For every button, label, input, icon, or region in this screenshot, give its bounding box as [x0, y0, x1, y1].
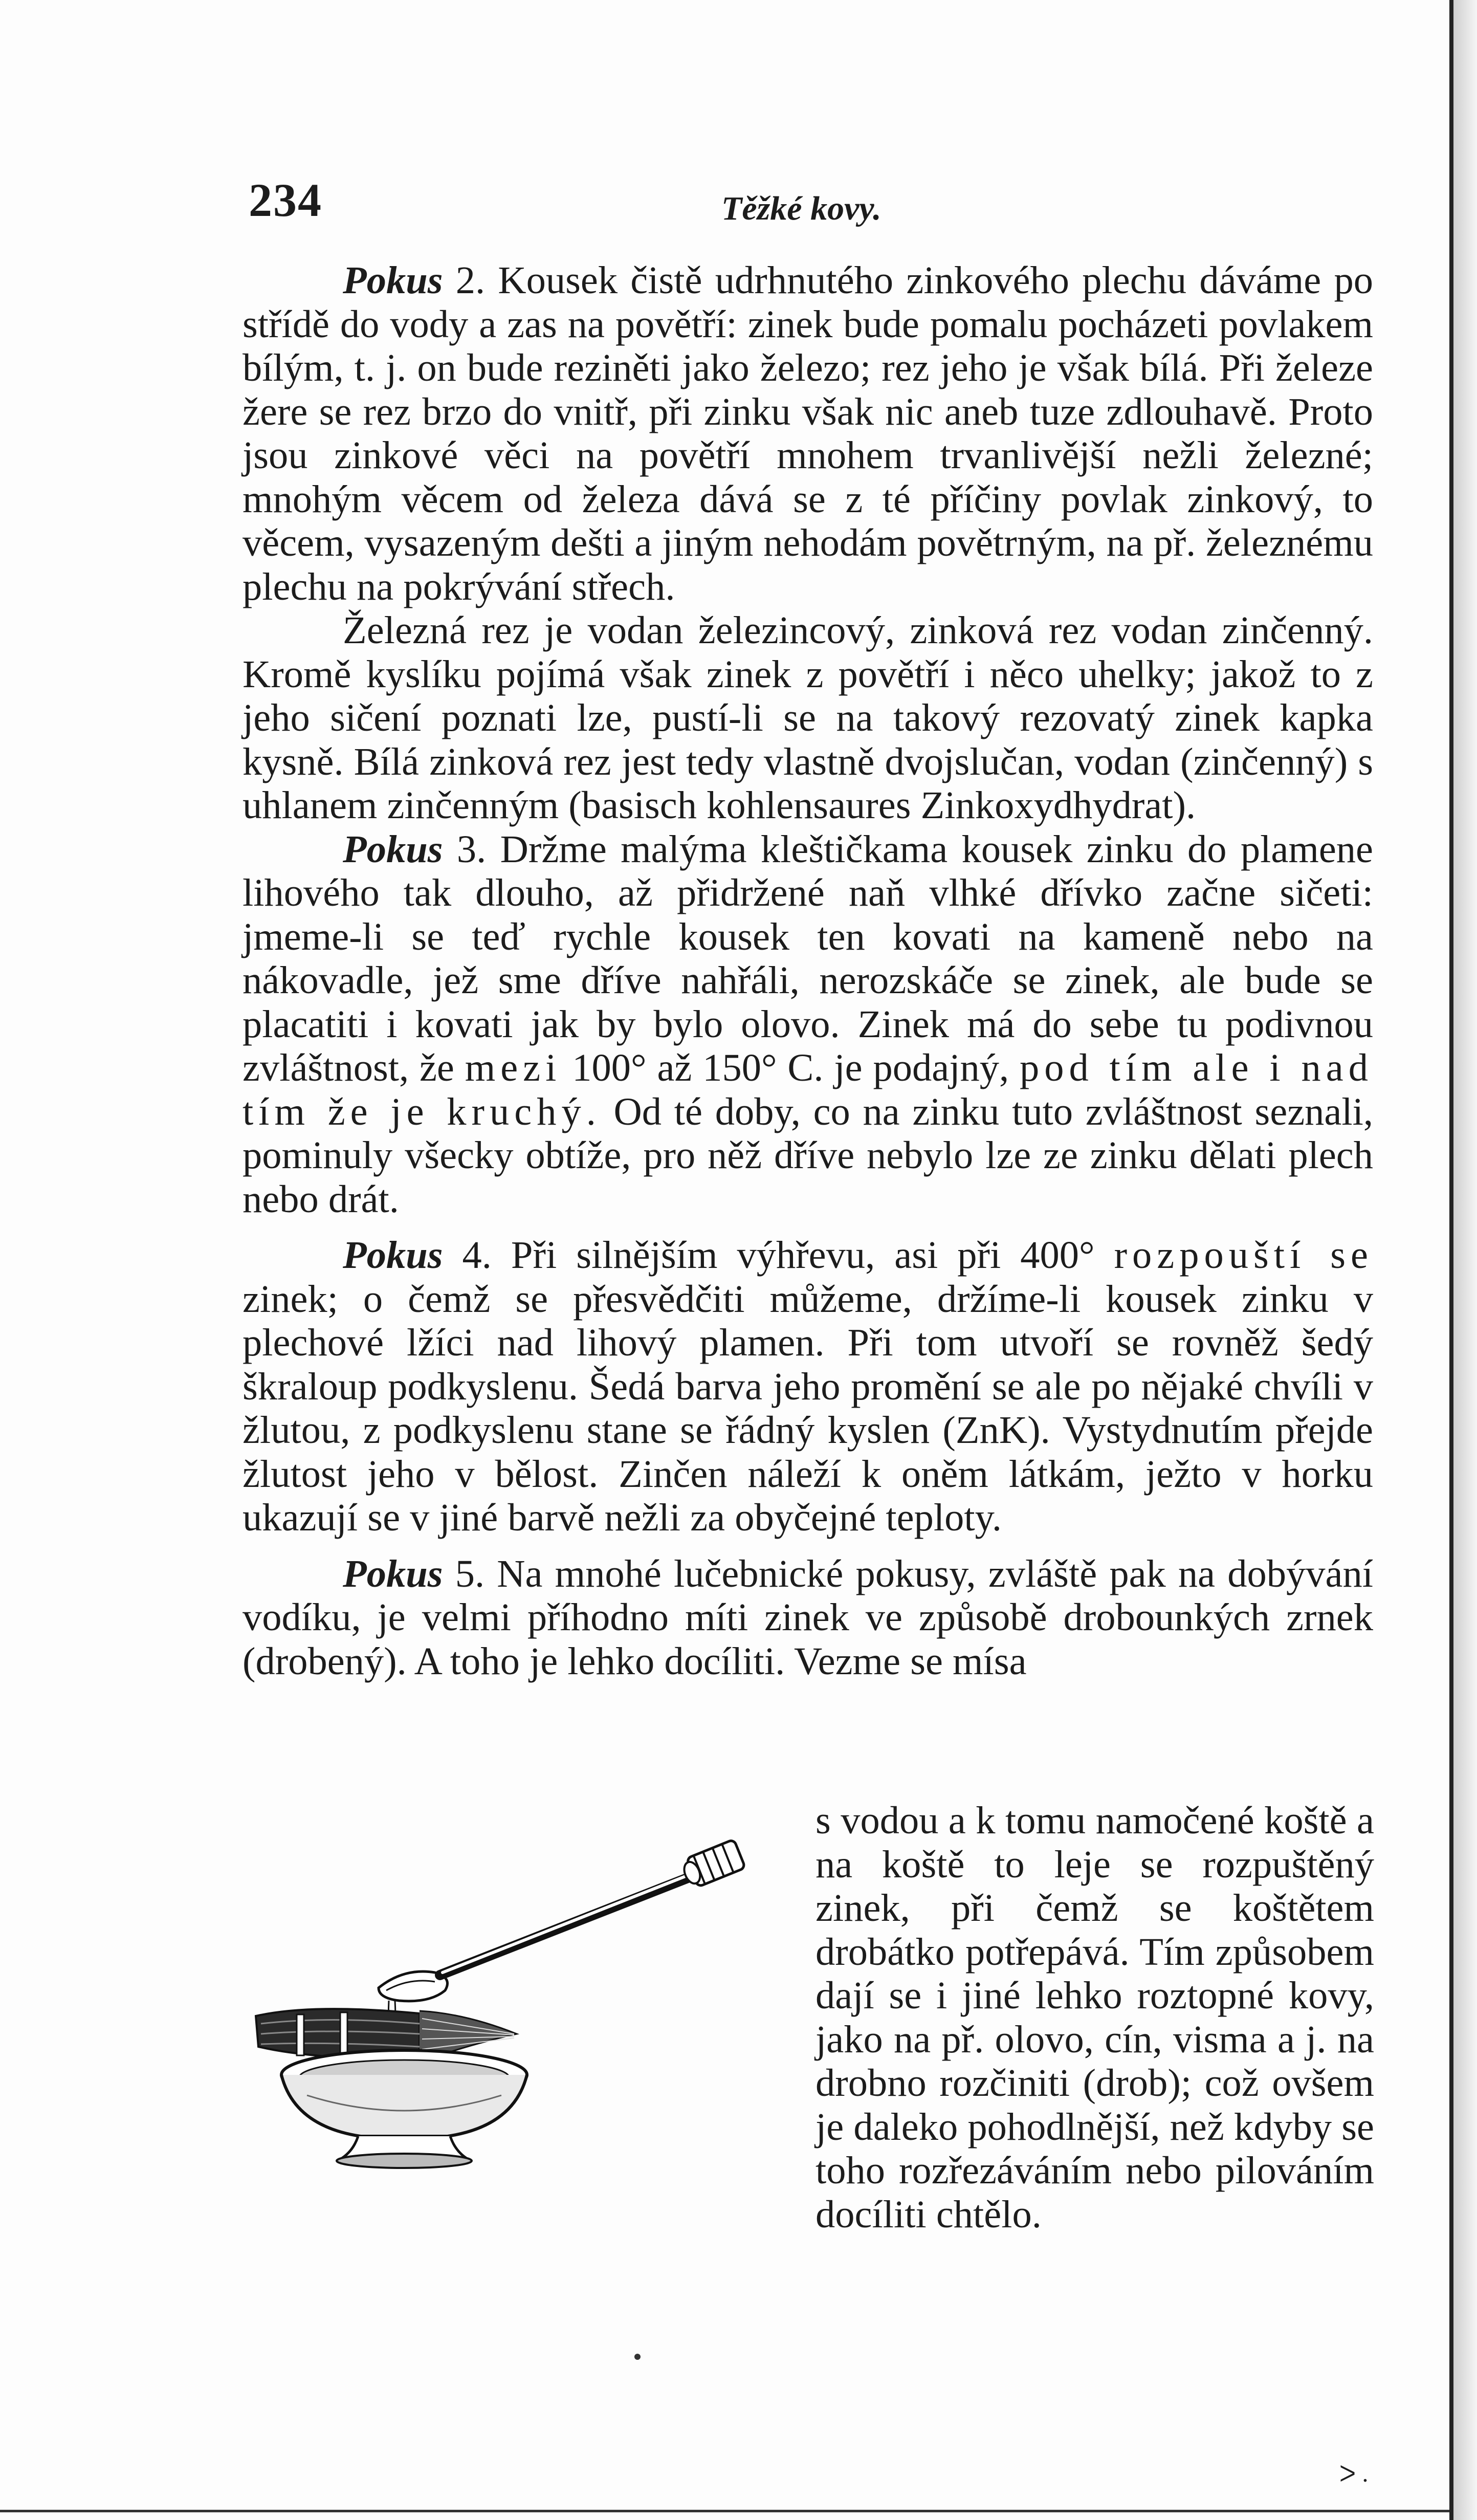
paragraph-text: Železná rez je vodan železincový, zinková rez vodan zinčenný. Kromě kyslíku pojímá však zinek z povětří i něco uhelky; jakož to z jeho sičení poznati lze, pustí-li se na takový rezovatý zinek kapka kysně. Bílá zinková rez jest tedy vlastně dvojslučan, vodan (zinčenný) s uhlanem zinčenným (basisch kohlensaures Zinkoxydhydrat). [243, 608, 1373, 827]
pokus-label: Pokus [343, 258, 443, 302]
paragraph-text: 5. Na mnohé lučebnické pokusy, zvláště pak na dobývání vodíku, je velmi příhodno míti zinek ve způsobě drobounkých zrnek (drobený). A toho je lehko docíliti. Vezme se mísa [243, 1551, 1373, 1683]
page-edge-line [1449, 0, 1453, 2520]
paragraph-pokus-3 [243, 827, 1373, 1221]
pokus-label: Pokus [343, 1233, 443, 1277]
pokus-label: Pokus [343, 1551, 443, 1595]
paragraph-text: 2. Kousek čistě udrhnutého zinkového plechu dáváme po střídě do vody a zas na povětří: zinek bude pomalu pocházeti povlakem bílým, t. j. on bude reziněti jako železo; rez jeho je však bílá. Při železe žere se rez brzo do vnitř, při zinku však nic aneb tuze zdlouhavě. Proto jsou zinkové věci na povětří mnohem trvanlivější nežli železné; mnohým věcem od železa dává se z té příčiny povlak zinkový, to věcem, vysazeným dešti a jiným nehodám povětrným, na př. železnému plechu na pokrývání střech. [243, 258, 1373, 608]
paragraph-pokus-5 [243, 1552, 1373, 1683]
paragraph-text: zinek; o čemž se přesvědčiti můžeme, držíme-li kousek zinku v plechové lžíci nad lihový plamen. Při tom utvoří se rovněž šedý škraloup podkyslenu. Šedá barva jeho promění se ale po nějaké chvíli v žlutou, z podkyslenu stane se řádný kyslen (ZnK). Vystydnutím přejde žlutost jeho v bělost. Zinčen náleží k oněm látkám, ježto v horku ukazují se v jiné barvě nežli za obyčejné teploty. [243, 1277, 1373, 1539]
page-edge-shadow [1453, 0, 1477, 2520]
figure-side-text: s vodou a k tomu namočené koště a na koště to leje se rozpuštěný zinek, při čemž se koštětem drobátko potřepává. Tím způsobem dají se i jiné lehko roztopné kovy, jako na př. olovo, cín, visma a j. na drobno rozčiniti (drob); což ovšem je daleko pohodlnější, než kdyby se toho rozřezáváním nebo pilováním docíliti chtělo. [815, 1799, 1374, 2236]
spaced-emphasis: rozpouští se [1114, 1233, 1373, 1277]
page-bottom-edge [0, 2510, 1449, 2512]
main-text [243, 258, 1373, 1683]
page-number: 234 [249, 174, 322, 226]
print-speck [634, 2354, 641, 2360]
paragraph-text: 3. Držme malýma kleštičkama kousek zinku do plamene lihového tak dlouho, až přidržené naň vlhké dřívko začne sičeti: jmeme-li se teď rychle kousek ten kovati na kameně nebo na nákovadle, jež sme dříve nahřáli, nerozskáče se zinek, ale bude se placatiti i kovati jak by bylo olovo. Zinek má do sebe tu podivnou zvláštnost, že [243, 827, 1373, 1089]
bowl-drawing [281, 2050, 527, 2168]
paragraph-pokus-2 [243, 258, 1373, 608]
footer-mark: ᐳ ․ [1339, 2462, 1369, 2487]
paragraph-text: 4. Při silnějším výhřevu, asi při 400° [443, 1233, 1114, 1277]
spaced-emphasis: pod tím ale i nad tím že je kruchý. [243, 1046, 1373, 1133]
paragraph-text: Od té doby, co na zinku tuto zvláštnost seznali, pominuly všecky obtíže, pro něž dříve nebylo lze ze zinku dělati plech nebo drát. [243, 1089, 1374, 1221]
paragraph-pokus-4 [243, 1233, 1373, 1540]
running-title: Těžké kovy. [721, 190, 881, 227]
broom-and-bowl-illustration [251, 1819, 803, 2172]
paragraph-text: 100° až 150° C. je podajný, [561, 1046, 1020, 1089]
paragraph-rez [243, 608, 1373, 827]
pokus-label: Pokus [343, 827, 443, 871]
spaced-emphasis: mezi [465, 1046, 562, 1089]
